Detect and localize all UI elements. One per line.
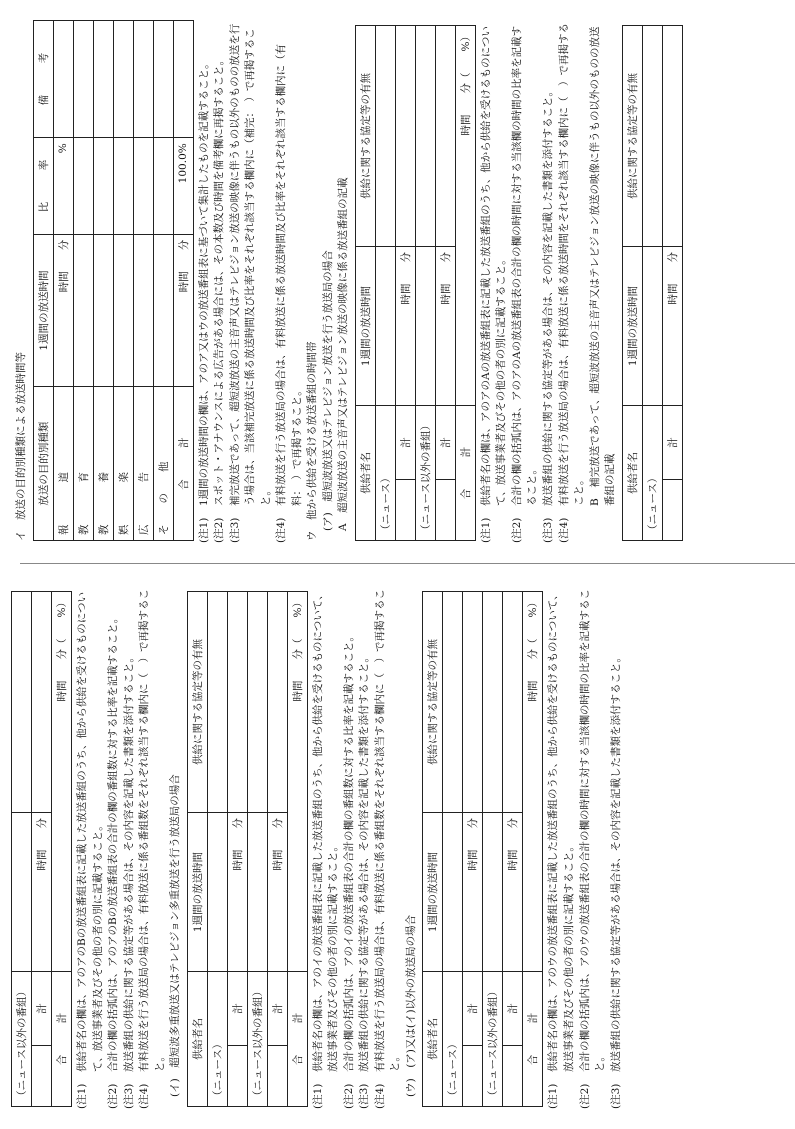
bottom-page-content bbox=[0, 566, 795, 1129]
row-note bbox=[53, 21, 73, 138]
col-header-agreement: 供給に関する協定等の有無 bbox=[355, 26, 375, 247]
col-header-supplier: 供給者名 bbox=[423, 972, 443, 1107]
table-row bbox=[267, 592, 287, 1107]
row-time: 時間 分 bbox=[267, 813, 287, 972]
note-item: (注4) 有料放送を行う放送局の場合は、有料放送に係る放送時間をそれぞれ該当する欄内に（ ）で再掲すること。 bbox=[557, 23, 586, 543]
note-item: (注3) 補完放送であって、超短波放送の主音声又はテレビジョン放送の映像に伴うもの以外のものの放送を行う場合は、当該補完放送に係る放送時間及び比率をそれぞれ該当する欄内に（補完： ）で再掲すること。 bbox=[228, 23, 272, 543]
notes-b bbox=[75, 586, 168, 1109]
note-item: (注2) スポット・アナウンスによる広告がある場合には、その本数及び時間を備考欄に再掲すること。 bbox=[213, 54, 226, 543]
total-time: 時間 分（ %） bbox=[287, 592, 307, 972]
row-time: 時間 分 bbox=[463, 813, 483, 972]
table-row bbox=[443, 592, 463, 1107]
total-row bbox=[455, 26, 475, 541]
supplier-table-u bbox=[422, 591, 543, 1107]
row-ratio bbox=[73, 138, 93, 234]
row-label: （ニュース以外の番組） bbox=[415, 406, 435, 541]
table-row bbox=[12, 592, 32, 1107]
col-header-supplier: 供給者名 bbox=[622, 406, 642, 541]
col-header-remarks: 備 考 bbox=[33, 21, 53, 138]
row-time: 時間 分 bbox=[435, 247, 455, 406]
notes-u bbox=[546, 586, 624, 1109]
row-time bbox=[73, 234, 93, 387]
table-row bbox=[207, 592, 227, 1107]
row-ratio bbox=[113, 138, 133, 234]
row-subtotal-label: 計 bbox=[32, 972, 52, 1046]
note-item: (注2) 合計の欄の括弧内は、アのウの放送番組表の合計の欄の時間に対する当該欄の時間の比率を記載すること。 bbox=[578, 589, 607, 1109]
table-row bbox=[415, 26, 435, 541]
row-subtotal-label: 計 bbox=[267, 972, 287, 1046]
row-note bbox=[73, 21, 93, 138]
table-row bbox=[153, 21, 173, 541]
col-header-time: 1週間の放送時間 bbox=[187, 813, 207, 972]
total-ratio: 100.0% bbox=[173, 138, 193, 234]
col-header-agreement: 供給に関する協定等の有無 bbox=[423, 592, 443, 813]
row-label: （ニュース以外の番組） bbox=[247, 972, 267, 1107]
row-label: （ニュース以外の番組） bbox=[12, 972, 32, 1107]
row-ratio bbox=[93, 138, 113, 234]
total-time: 時間 分（ %） bbox=[523, 592, 543, 972]
row-time: 時間 分 bbox=[227, 813, 247, 972]
table-row bbox=[113, 21, 133, 541]
note-item: (注3) 放送番組の供給に関する協定等がある場合は、その内容を記載した書類を添付すること。 bbox=[358, 652, 371, 1109]
total-label: 合 計 bbox=[173, 387, 193, 541]
note-item: (注2) 合計の欄の括弧内は、アのアのAの放送番組表の合計の欄の時間に対する当該欄の時間の比率を記載すること。 bbox=[510, 25, 539, 543]
notes-i bbox=[311, 586, 404, 1109]
row-subtotal-label: 計 bbox=[227, 972, 247, 1046]
col-header-time: 1週間の放送時間 bbox=[622, 247, 642, 406]
supplier-table-b bbox=[622, 25, 683, 541]
subsection-heading: A 超短波放送の主音声又はテレビジョン放送の映像に係る放送番組の記載 bbox=[337, 177, 350, 531]
total-label: 合 計 bbox=[287, 972, 307, 1107]
total-time: 時間 分（ %） bbox=[455, 26, 475, 406]
total-label: 合 計 bbox=[455, 406, 475, 541]
table-row bbox=[32, 592, 52, 1107]
row-label: 教 養 bbox=[93, 387, 113, 541]
col-header-supplier: 供給者名 bbox=[187, 972, 207, 1107]
total-row bbox=[173, 21, 193, 541]
total-note bbox=[173, 21, 193, 138]
row-subtotal-label: 計 bbox=[395, 406, 415, 480]
notes-a bbox=[479, 20, 588, 543]
note-item: (注4) 有料放送を行う放送局の場合は、有料放送に係る番組数をそれぞれ該当する欄内に（ ）で再掲すること。 bbox=[138, 589, 166, 1109]
bottom-page bbox=[0, 566, 795, 1129]
row-subtotal-label: 計 bbox=[662, 406, 682, 480]
table-row bbox=[463, 592, 483, 1107]
row-note bbox=[133, 21, 153, 138]
col-header-agreement: 供給に関する協定等の有無 bbox=[187, 592, 207, 813]
row-label: （ニュース以外の番組） bbox=[483, 972, 503, 1107]
note-item: (注4) 有料放送を行う放送局の場合は、有料放送に係る放送時間及び比率をそれぞれ該当する欄内に（有料： ）で再掲すること。 bbox=[275, 44, 303, 543]
table-row bbox=[642, 26, 662, 541]
total-time: 時間 分 bbox=[173, 234, 193, 387]
col-header-time: 1週間の放送時間 bbox=[355, 247, 375, 406]
total-row bbox=[287, 592, 307, 1107]
row-ratio: % bbox=[53, 138, 73, 234]
notes-1 bbox=[197, 20, 306, 543]
note-item: (注1) 供給者名の欄は、アのアのBの放送番組表に記載した放送番組のうち、他から供給を受けるものについて、放送事業者及びその他の者の別に記載すること。 bbox=[76, 591, 104, 1109]
row-time bbox=[93, 234, 113, 387]
row-label: （ニュース） bbox=[443, 972, 463, 1107]
row-time: 時間 分 bbox=[503, 813, 523, 972]
note-item: (注3) 放送番組の供給に関する協定等がある場合は、その内容を記載した書類を添付すること。 bbox=[609, 652, 622, 1109]
note-item: (注1) 供給者名の欄は、アのアのAの放送番組表に記載した放送番組のうち、他から供給を受けるものについて、放送事業者及びその他の者の別に記載すること。 bbox=[479, 26, 508, 543]
col-header-type: 放送の目的別種類 bbox=[33, 387, 53, 541]
row-label: 報 道 bbox=[53, 387, 73, 541]
page-divider bbox=[20, 563, 795, 564]
note-item: (注1) 1週間の放送時間の欄は、アのア又はウの放送番組表に基づいて集計したものを記載すること。 bbox=[197, 58, 210, 543]
row-ratio bbox=[153, 138, 173, 234]
note-item: (注1) 供給者名の欄は、アのイの放送番組表に記載した放送番組のうち、他から供給を受けるものについて、放送事業者及びその他の者の別に記載すること。 bbox=[311, 589, 340, 1109]
row-ratio bbox=[133, 138, 153, 234]
subsection-heading: (イ) 超短波多重放送又はテレビジョン多重放送を行う放送局の場合 bbox=[169, 774, 182, 1097]
col-header-supplier: 供給者名 bbox=[355, 406, 375, 541]
row-note bbox=[93, 21, 113, 138]
supplier-table-b-cont bbox=[11, 591, 72, 1107]
col-header-ratio: 比 率 bbox=[33, 138, 53, 234]
supplier-table-i bbox=[187, 591, 308, 1107]
table-row bbox=[53, 21, 73, 541]
note-item: (注2) 合計の欄の括弧内は、アのアのBの放送番組表の合計の欄の番組数に対する比率を記載すること。 bbox=[107, 612, 120, 1109]
row-label: （ニュース） bbox=[642, 406, 662, 541]
note-item: (注3) 放送番組の供給に関する協定等がある場合は、その内容を記載した書類を添付すること。 bbox=[122, 652, 135, 1109]
table-row bbox=[662, 26, 682, 541]
row-time: 時間 分 bbox=[53, 234, 73, 387]
table-row bbox=[73, 21, 93, 541]
table-row bbox=[247, 592, 267, 1107]
row-subtotal-label: 計 bbox=[435, 406, 455, 480]
row-time bbox=[113, 234, 133, 387]
top-page-content bbox=[0, 0, 795, 563]
note-item: (注2) 合計の欄の括弧内は、アのイの放送番組表の合計の欄の番組数に対する比率を記載すること。 bbox=[342, 631, 355, 1109]
table-row bbox=[503, 592, 523, 1107]
section-heading: ウ 他から供給を受ける放送番組の時間帯 bbox=[306, 341, 319, 541]
row-label: 広 告 bbox=[133, 387, 153, 541]
total-row bbox=[52, 592, 72, 1107]
total-label: 合 計 bbox=[523, 972, 543, 1107]
row-note bbox=[153, 21, 173, 138]
row-time bbox=[133, 234, 153, 387]
subsection-heading: B 補完放送であって、超短波放送の主音声又はテレビジョン放送の映像に伴うもの以外のものの放送番組の記載 bbox=[588, 26, 617, 506]
purpose-table bbox=[33, 20, 194, 541]
note-item: (注4) 有料放送を行う放送局の場合は、有料放送に係る番組数をそれぞれ該当する欄内に（ ）で再掲すること。 bbox=[373, 589, 402, 1109]
table-row bbox=[227, 592, 247, 1107]
table-row bbox=[435, 26, 455, 541]
row-label: （ニュース） bbox=[375, 406, 395, 541]
table-row bbox=[375, 26, 395, 541]
row-time: 時間 分 bbox=[662, 247, 682, 406]
table-row bbox=[395, 26, 415, 541]
row-label: そ の 他 bbox=[153, 387, 173, 541]
row-subtotal-label: 計 bbox=[463, 972, 483, 1046]
row-label: 娯 楽 bbox=[113, 387, 133, 541]
supplier-table-a bbox=[355, 25, 476, 541]
col-header-time: 1週間の放送時間 bbox=[33, 234, 53, 387]
row-label: （ニュース） bbox=[207, 972, 227, 1107]
table-row bbox=[133, 21, 153, 541]
row-time: 時間 分 bbox=[32, 813, 52, 972]
note-item: (注1) 供給者名の欄は、アのウの放送番組表に記載した放送番組のうち、他から供給を受けるものについて、放送事業者及びその他の者の別に記載すること。 bbox=[547, 589, 575, 1109]
row-time: 時間 分 bbox=[395, 247, 415, 406]
total-label: 合 計 bbox=[52, 972, 72, 1107]
row-subtotal-label: 計 bbox=[503, 972, 523, 1046]
col-header-agreement: 供給に関する協定等の有無 bbox=[622, 26, 642, 247]
total-row bbox=[523, 592, 543, 1107]
table-row bbox=[483, 592, 503, 1107]
row-note bbox=[113, 21, 133, 138]
row-agreement bbox=[375, 26, 395, 247]
row-time bbox=[153, 234, 173, 387]
row-label: 教 育 bbox=[73, 387, 93, 541]
note-item: (注3) 放送番組の供給に関する協定等がある場合は、その内容を記載した書類を添付すること。 bbox=[541, 86, 554, 543]
table-row bbox=[93, 21, 113, 541]
subsection-heading: (ア) 超短波放送又はテレビジョン放送を行う放送局の場合 bbox=[321, 250, 334, 531]
row-time bbox=[375, 247, 395, 406]
top-page bbox=[0, 0, 795, 563]
section-heading: イ 放送の目的別種類による放送時間等 bbox=[15, 352, 27, 541]
col-header-time: 1週間の放送時間 bbox=[423, 813, 443, 972]
total-time: 時間 分（ %） bbox=[52, 592, 72, 972]
subsection-heading: (ウ) (ア)又は(イ)以外の放送局の場合 bbox=[404, 914, 417, 1097]
